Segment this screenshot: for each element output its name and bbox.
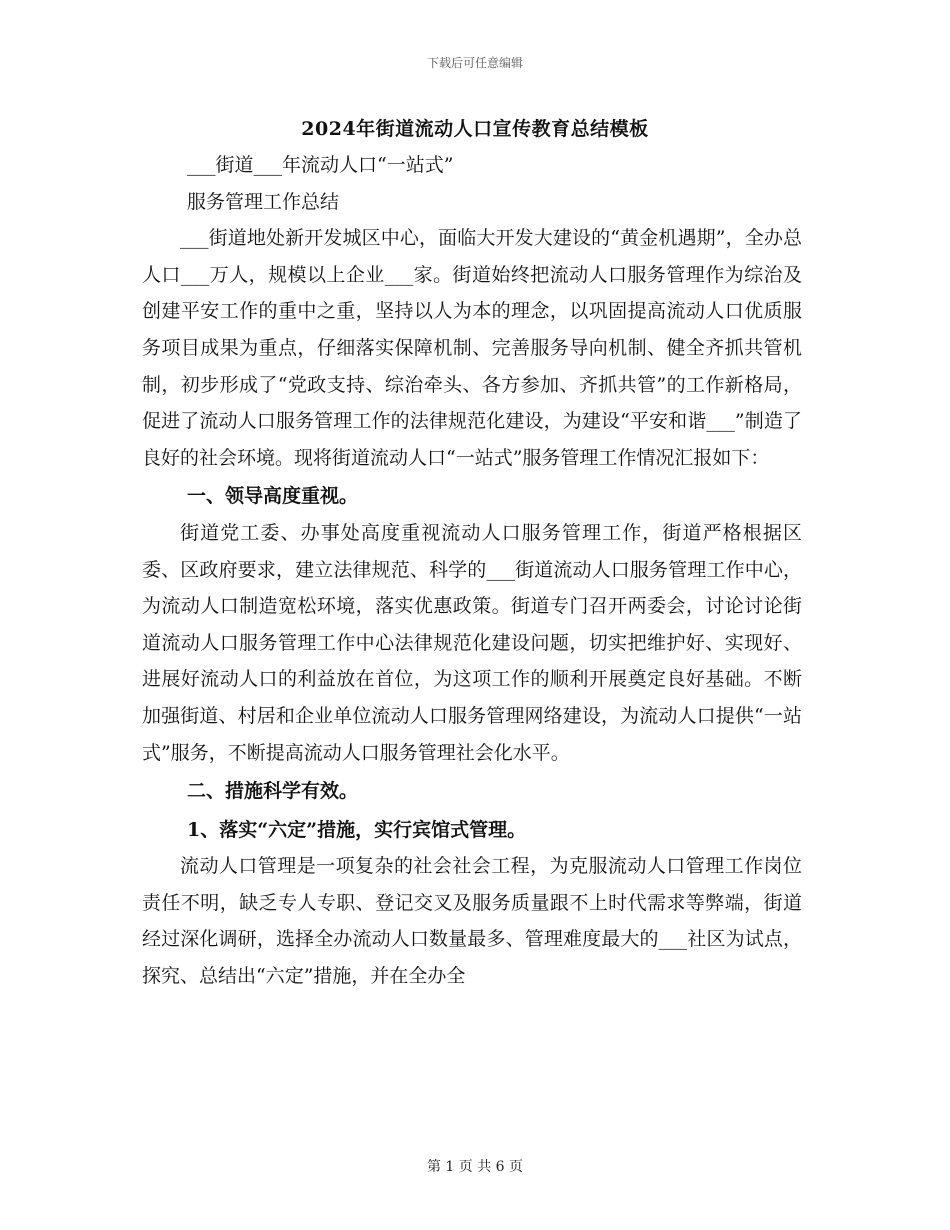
section-2-heading: 二、措施科学有效。	[187, 780, 359, 803]
section-1-paragraph: 街道党工委、办事处高度重视流动人口服务管理工作，街道严格根据区委、区政府要求，建立法律规范、科学的___街道流动人口服务管理工作中心，为流动人口制造宽松环境，落实优惠政策。街道专门召开两委会，讨论讨论街道流动人口服务管理工作中心法律规范化建设问题，切实把维护好、实现好、进展好流动人口的利益放在首位，为这项工作的顺利开展奠定良好基础。不断加强街道、村居和企业单位流动人口服务管理网络建设，为流动人口提供“一站式”服务，不断提高流动人口服务管理社会化水平。	[142, 521, 802, 764]
intro-paragraph: ___街道地处新开发城区中心，面临大开发大建设的“黄金机遇期”，全办总人口___万人，规模以上企业___家。街道始终把流动人口服务管理作为综治及创建平安工作的重中之重，坚持以人为本的理念，以巩固提高流动人口优质服务项目成果为重点，仔细落实保障机制、完善服务导向机制、健全齐抓共管机制，初步形成了“党政支持、综治牵头、各方参加、齐抓共管”的工作新格局，促进了流动人口服务管理工作的法律规范化建设，为建设“平安和谐___”制造了良好的社会环境。现将街道流动人口“一站式”服务管理工作情况汇报如下：	[142, 227, 802, 469]
page-footer-number: 第 1 页 共 6 页	[426, 1159, 524, 1175]
section-1-heading: 一、领导高度重视。	[187, 485, 359, 508]
document-body	[142, 147, 802, 995]
section-2-1-paragraph: 流动人口管理是一项复杂的社会社会工程，为克服流动人口管理工作岗位责任不明，缺乏专人专职、登记交叉及服务质量跟不上时代需求等弊端，街道经过深化调研，选择全办流动人口数量最多、管理难度最大的___社区为试点，探究、总结出“六定”措施，并在全办全	[142, 855, 802, 988]
page-header-note: 下载后可任意编辑	[426, 56, 523, 70]
document-title: 2024年街道流动人口宣传教育总结模板	[301, 118, 649, 140]
subtitle-line-1: ___街道___年流动人口“一站式”	[187, 154, 454, 176]
subtitle-line-2: 服务管理工作总结	[187, 190, 340, 213]
section-2-1-heading: 1、落实“六定”措施，实行宾馆式管理。	[187, 818, 527, 841]
